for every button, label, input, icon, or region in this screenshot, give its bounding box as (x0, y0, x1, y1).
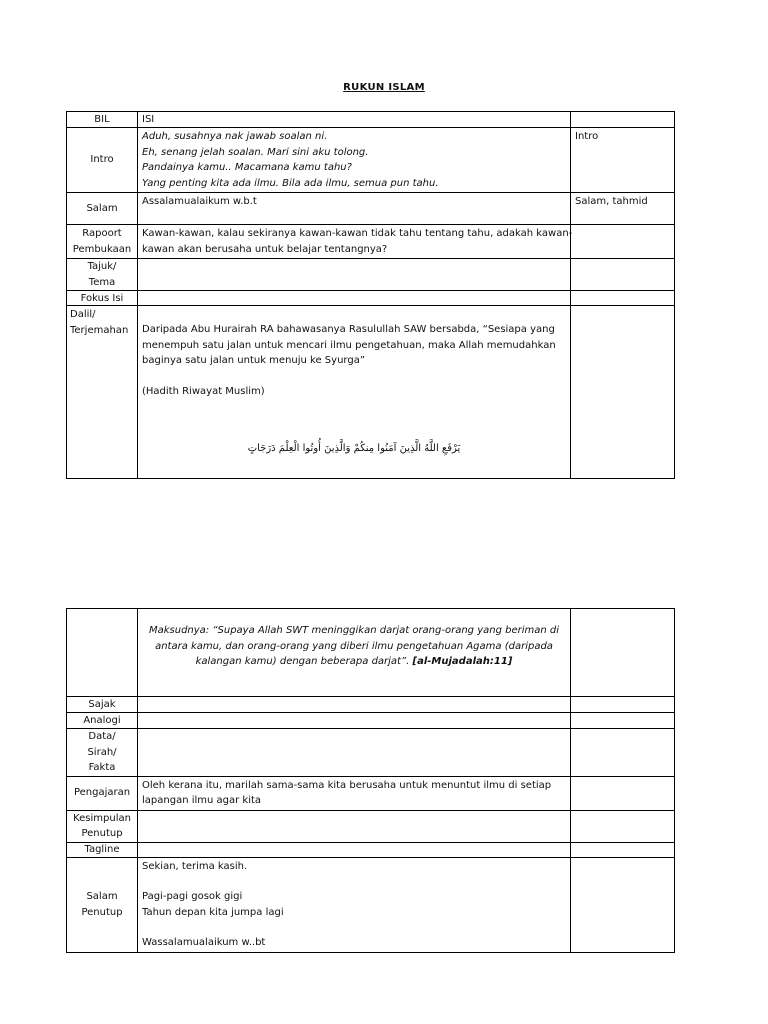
intro-note: Intro (571, 128, 675, 193)
dalil-content (138, 306, 571, 479)
table-row-maksud (67, 609, 675, 697)
pengajaran-note (571, 776, 675, 810)
maksud-label (67, 609, 138, 697)
table-row-kesimpulan (67, 810, 675, 842)
label-line: Penutup (81, 906, 123, 918)
rapoort-content (138, 225, 571, 259)
tagline-note (571, 842, 675, 857)
table-row-pengajaran (67, 776, 675, 810)
intro-line: Aduh, susahnya nak jawab soalan ni. (142, 131, 328, 142)
analogi-content (138, 713, 571, 729)
label-line: Pembukaan (72, 243, 132, 255)
label-line: Rapoort (82, 228, 122, 239)
table-row-analogi (67, 713, 675, 729)
rapoort-line: kawan akan berusaha untuk belajar tentangnya? (142, 243, 388, 255)
rapoort-line: Kawan-kawan, kalau sekiranya kawan-kawan tidak tahu tentang tahu, adakah kawan- (142, 228, 573, 239)
tagline-content (138, 842, 571, 857)
intro-line: Yang penting kita ada ilmu. Bila ada ilmu, semua pun tahu. (142, 177, 439, 189)
label-line: Tema (88, 276, 116, 288)
spacer (142, 369, 566, 384)
sajak-content (138, 697, 571, 713)
spacer (142, 399, 566, 441)
table-row-tagline (67, 842, 675, 857)
hadith-source: (Hadith Riwayat Muslim) (142, 385, 265, 397)
spacer (142, 307, 566, 322)
label-pengajaran: Pengajaran (67, 776, 138, 810)
label-line: Kesimpulan (73, 812, 131, 824)
page-title: RUKUN ISLAM (343, 82, 425, 93)
intro-content (138, 128, 571, 193)
label-tajuk (67, 259, 138, 291)
label-dalil (67, 306, 138, 479)
label-line: Data/ (88, 731, 116, 742)
table-row-tajuk (67, 259, 675, 291)
analogi-note (571, 713, 675, 729)
tajuk-note (571, 259, 675, 291)
salam-penutup-content (138, 857, 571, 952)
spacer (142, 920, 566, 935)
maksud-line: Maksudnya: “Supaya Allah SWT meninggikan darjat orang-orang yang beriman di (148, 625, 560, 636)
label-analogi: Analogi (67, 713, 138, 729)
label-kesimpulan (67, 810, 138, 842)
table-rukun-islam-part1 (66, 111, 675, 479)
label-rapoort (67, 225, 138, 259)
kesimpulan-content (138, 810, 571, 842)
maksud-text: kalangan kamu) dengan beberapa darjat”. (195, 656, 410, 667)
label-line: Dalil/ (70, 309, 96, 320)
salam-note: Salam, tahmid (571, 193, 675, 225)
penutup-line: Tahun depan kita jumpa lagi (142, 906, 284, 918)
label-line: Fakta (88, 762, 116, 773)
tajuk-content (138, 259, 571, 291)
dalil-note (571, 306, 675, 479)
hadith-line: Daripada Abu Hurairah RA bahawasanya Rasulullah SAW bersabda, “Sesiapa yang (142, 324, 555, 335)
maksud-line (142, 654, 566, 670)
table-row-rapoort (67, 225, 675, 259)
label-line: Salam (86, 891, 118, 902)
label-line: Terjemahan (70, 324, 129, 336)
hadith-line: baginya satu jalan untuk menuju ke Syurga” (142, 355, 365, 366)
label-line: Penutup (81, 828, 123, 839)
rapoort-note (571, 225, 675, 259)
hadith-line: menempuh satu jalan untuk mencari ilmu pengetahuan, maka Allah memudahkan (142, 339, 556, 351)
label-line: Sirah/ (87, 746, 117, 758)
label-data (67, 729, 138, 777)
pengajaran-content (138, 776, 571, 810)
spacer (142, 874, 566, 889)
label-sajak: Sajak (67, 697, 138, 713)
maksud-line: antara kamu, dan orang-orang yang diberi ilmu pengetahuan Agama (daripada (155, 640, 553, 652)
table-row-salam-penutup (67, 857, 675, 952)
table-header-row (67, 112, 675, 128)
data-note (571, 729, 675, 777)
quran-reference: [al-Mujadalah:11] (412, 656, 513, 667)
label-salam-penutup (67, 857, 138, 952)
fokus-content (138, 291, 571, 306)
pengajaran-line: Oleh kerana itu, marilah sama-sama kita berusaha untuk menuntut ilmu di setiap (142, 779, 552, 791)
fokus-note (571, 291, 675, 306)
label-line: Tajuk/ (87, 261, 117, 272)
header-note (571, 112, 675, 128)
data-content (138, 729, 571, 777)
table-row-intro (67, 128, 675, 193)
salam-penutup-note (571, 857, 675, 952)
label-salam: Salam (67, 193, 138, 225)
table-row-sajak (67, 697, 675, 713)
label-tagline: Tagline (67, 842, 138, 857)
sajak-note (571, 697, 675, 713)
pengajaran-line: lapangan ilmu agar kita (142, 795, 262, 806)
table-row-data (67, 729, 675, 777)
table-rukun-islam-part2 (66, 608, 675, 953)
maksud-content (138, 609, 571, 697)
header-bil: BIL (67, 112, 138, 128)
table-row-dalil (67, 306, 675, 479)
table-row-fokus (67, 291, 675, 306)
table-row-salam (67, 193, 675, 225)
kesimpulan-note (571, 810, 675, 842)
maksud-note (571, 609, 675, 697)
salam-text: Assalamualaikum w.b.t (138, 193, 571, 225)
arabic-verse: يَرْفَعِ اللَّهُ الَّذِينَ آمَنُوا مِنكُمْ وَالَّذِينَ أُوتُوا الْعِلْمَ دَرَجَاتٍ (247, 443, 461, 454)
penutup-line: Pagi-pagi gosok gigi (142, 891, 243, 902)
label-fokus-isi: Fokus Isi (67, 291, 138, 306)
header-isi: ISI (138, 112, 571, 128)
label-intro: Intro (67, 128, 138, 193)
intro-line: Eh, senang jelah soalan. Mari sini aku tolong. (142, 146, 369, 158)
penutup-line: Wassalamualaikum w..bt (142, 937, 266, 948)
intro-line: Pandainya kamu.. Macamana kamu tahu? (142, 162, 352, 173)
penutup-line: Sekian, terima kasih. (142, 860, 248, 872)
